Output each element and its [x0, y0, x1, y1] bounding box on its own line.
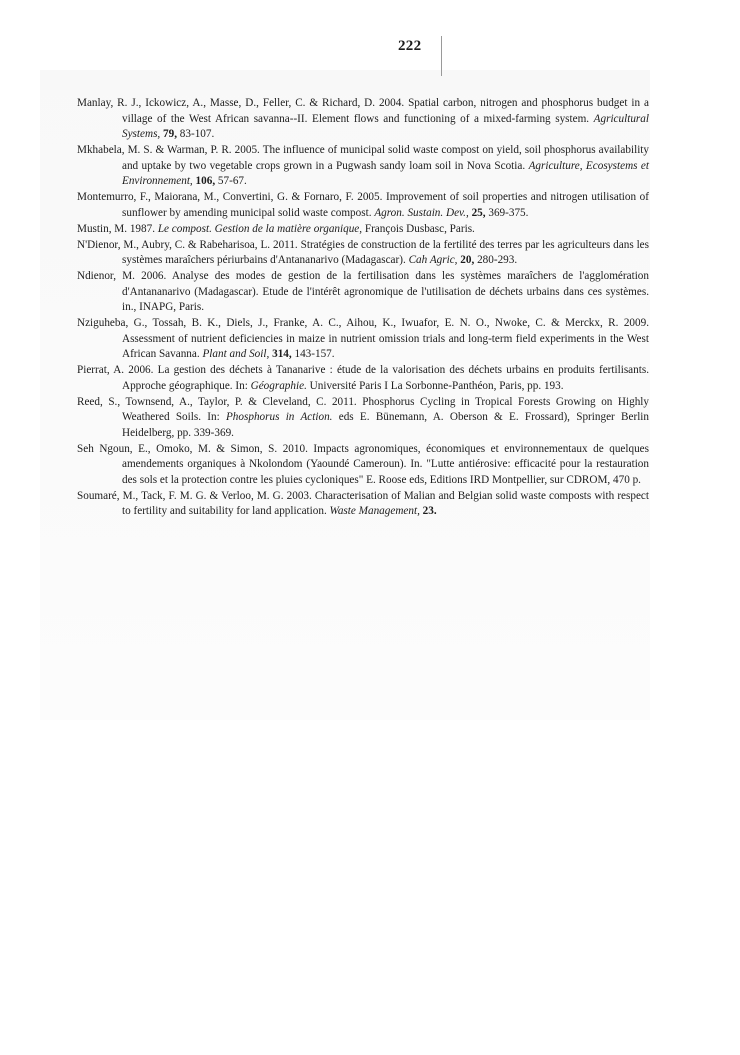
reference-entry: Manlay, R. J., Ickowicz, A., Masse, D., Feller, C. & Richard, D. 2004. Spatial carbon, nitrogen and phosphorus budget in a village of the West African savanna--II. Element flows and functioning of a mixed-farming system. Agricultural Systems, 79, 83-107. — [77, 97, 649, 140]
reference-entry: Ndienor, M. 2006. Analyse des modes de gestion de la fertilisation dans les systèmes maraîchers de l'agglomération d'Antananarivo (Madagascar). Etude de l'intérêt agronomique de l'utilisation de déchets urbains dans ces systèmes. in., INAPG, Paris. — [77, 270, 649, 313]
reference-entry: Nziguheba, G., Tossah, B. K., Diels, J., Franke, A. C., Aihou, K., Iwuafor, E. N. O., Nwoke, C. & Merckx, R. 2009. Assessment of nutrient deficiencies in maize in nutrient omission trials and long-term field experiments in the West African Savanna. Plant and Soil, 314, 143-157. — [77, 317, 649, 360]
reference-entry: Mkhabela, M. S. & Warman, P. R. 2005. The influence of municipal solid waste compost on yield, soil phosphorus availability and uptake by two vegetable crops grown in a Pugwash sandy loam soil in Nova Scotia. Agriculture, Ecosystems et Environnement, 106, 57-67. — [77, 144, 649, 187]
reference-entry: Montemurro, F., Maiorana, M., Convertini, G. & Fornaro, F. 2005. Improvement of soil properties and nitrogen utilisation of sunflower by amending municipal solid waste compost. Agron. Sustain. Dev., 25, 369-375. — [77, 191, 649, 219]
reference-entry: Pierrat, A. 2006. La gestion des déchets à Tananarive : étude de la valorisation des déchets urbains en produits fertilisants. Approche géographique. In: Géographie. Université Paris I La Sorbonne-Panthéon, Paris, pp. 193. — [77, 364, 649, 392]
reference-entry: Reed, S., Townsend, A., Taylor, P. & Cleveland, C. 2011. Phosphorus Cycling in Tropical Forests Growing on Highly Weathered Soils. In: Phosphorus in Action. eds E. Bünemann, A. Oberson & E. Frossard), Springer Berlin Heidelberg, pp. 339-369. — [77, 395, 649, 439]
page-number: 222 — [398, 38, 422, 54]
reference-list — [77, 96, 649, 520]
reference-entry: Mustin, M. 1987. Le compost. Gestion de la matière organique, François Dusbasc, Paris. — [77, 222, 475, 235]
reference-entry: Soumaré, M., Tack, F. M. G. & Verloo, M. G. 2003. Characterisation of Malian and Belgian solid waste composts with respect to fertility and suitability for land application. Waste Management, 23. — [77, 489, 649, 517]
margin-mark — [441, 36, 442, 76]
reference-entry: N'Dienor, M., Aubry, C. & Rabeharisoa, L. 2011. Stratégies de construction de la fertilité des terres par les agriculteurs dans les systèmes maraîchers périurbains d'Antananarivo (Madagascar). Cah Agric, 20, 280-293. — [77, 238, 649, 266]
reference-entry: Seh Ngoun, E., Omoko, M. & Simon, S. 2010. Impacts agronomiques, économiques et environnementaux de quelques amendements organiques à Nkolondom (Yaoundé Cameroun). In. "Lutte antiérosive: efficacité pour la restauration des sols et la protection contre les pluies cycloniques" E. Roose eds, Editions IRD Montpellier, sur CDROM, 470 p. — [77, 442, 649, 486]
